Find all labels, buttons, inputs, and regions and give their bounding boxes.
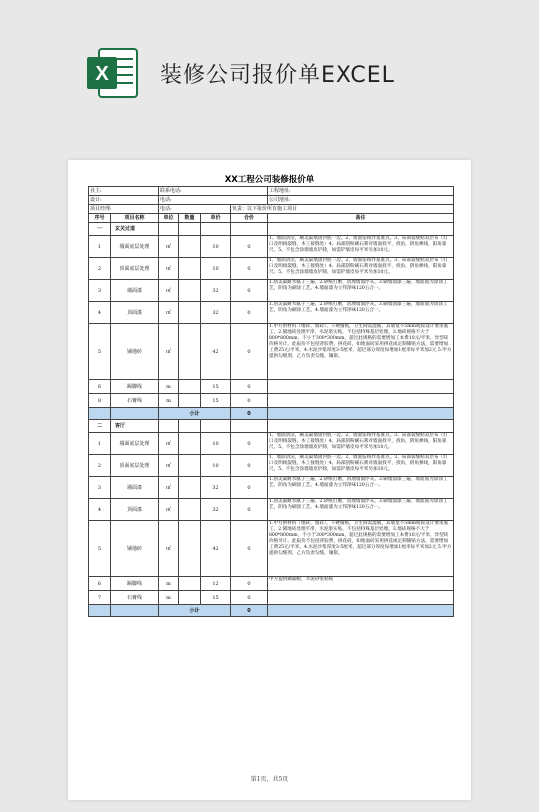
item-number[interactable]: 1 — [89, 236, 111, 258]
section-header-row — [89, 420, 454, 433]
item-unit[interactable]: ㎡ — [159, 521, 179, 577]
item-unit-price[interactable]: 32 — [201, 477, 231, 499]
empty-cell — [89, 605, 111, 617]
item-name[interactable]: 石膏线 — [111, 394, 159, 408]
section-header-row — [89, 223, 454, 236]
item-total[interactable]: 0 — [231, 455, 268, 477]
item-note[interactable] — [268, 394, 454, 408]
table-row — [89, 380, 454, 394]
item-quantity[interactable] — [179, 499, 201, 521]
item-number[interactable]: 6 — [89, 380, 111, 394]
item-unit-price[interactable]: 32 — [201, 499, 231, 521]
table-row — [89, 258, 454, 280]
item-total[interactable]: 0 — [231, 433, 268, 455]
item-quantity[interactable] — [179, 521, 201, 577]
item-name[interactable]: 墙面底层处理 — [111, 433, 159, 455]
item-unit[interactable]: m — [159, 591, 179, 605]
empty-cell — [159, 223, 179, 236]
item-name[interactable]: 顶面底层处理 — [111, 258, 159, 280]
empty-cell — [268, 408, 454, 420]
empty-cell — [231, 420, 268, 433]
page-title: 装修公司报价单EXCEL — [160, 63, 395, 88]
empty-cell — [268, 223, 454, 236]
column-header: 数量 — [179, 214, 201, 223]
item-unit[interactable]: m — [159, 394, 179, 408]
section-number: 二 — [89, 420, 111, 433]
item-note[interactable]: 1.刮美巢耐水腻子三遍，2.砂纸打磨，清理墙面浮灰。3.刷墙面漆三遍，墙面面为涂涂工艺，阴角为刷涂工艺。4.墙面漆为立邦净味120五合一。 — [268, 280, 454, 302]
info-cell: 公司地址: — [268, 196, 454, 205]
item-total[interactable]: 0 — [231, 477, 268, 499]
excel-icon — [85, 45, 141, 101]
item-unit[interactable]: ㎡ — [159, 433, 179, 455]
table-row — [89, 433, 454, 455]
info-cell: 业主: — [89, 187, 159, 196]
table-row — [89, 477, 454, 499]
item-total[interactable]: 0 — [231, 280, 268, 302]
subtotal-row — [89, 408, 454, 420]
empty-cell — [179, 420, 201, 433]
item-name[interactable]: 顶面漆 — [111, 302, 159, 324]
empty-cell — [201, 223, 231, 236]
info-cell: 设计: — [89, 196, 159, 205]
item-name[interactable]: 墙面漆 — [111, 477, 159, 499]
empty-cell — [89, 408, 111, 420]
item-unit[interactable]: ㎡ — [159, 236, 179, 258]
item-total[interactable]: 0 — [231, 499, 268, 521]
info-cell: 负责：以下报价所有施工项目 — [231, 205, 454, 214]
item-unit-price[interactable]: 10 — [201, 258, 231, 280]
table-row — [89, 499, 454, 521]
item-number[interactable]: 7 — [89, 591, 111, 605]
item-unit-price[interactable]: 12 — [201, 577, 231, 591]
spreadsheet-page — [68, 160, 471, 800]
item-name[interactable]: 铺地砖 — [111, 324, 159, 380]
item-number[interactable]: 2 — [89, 258, 111, 280]
table-row — [89, 324, 454, 380]
section-name: 玄关过道 — [111, 223, 159, 236]
page-number: 第1页，共5页 — [250, 776, 289, 783]
item-quantity[interactable] — [179, 302, 201, 324]
subtotal-label: 小计 — [159, 408, 231, 420]
item-quantity[interactable] — [179, 394, 201, 408]
item-quantity[interactable] — [179, 380, 201, 394]
item-name[interactable]: 铺地砖 — [111, 521, 159, 577]
item-note[interactable]: 1、墙面清洁，刷美巢墙固封底一边。2、墙面弦线作基准点。3、局部裂缝贴双层布（灯口及明线裂缝，木工接缝处）4、局部刮粉刷石膏对墙面找平，找角，阴角弹线，阳角靠尺。5、不包含涂墙墙皮铲除，如需铲墙皮每平米另加10元。 — [268, 236, 454, 258]
item-total[interactable]: 0 — [231, 521, 268, 577]
item-unit[interactable]: ㎡ — [159, 302, 179, 324]
item-unit[interactable]: ㎡ — [159, 280, 179, 302]
item-number[interactable]: 3 — [89, 477, 111, 499]
item-unit[interactable]: ㎡ — [159, 455, 179, 477]
item-quantity[interactable] — [179, 236, 201, 258]
item-name[interactable]: 顶面漆 — [111, 499, 159, 521]
info-cell: 电话: — [159, 205, 231, 214]
item-unit-price[interactable]: 15 — [201, 591, 231, 605]
item-unit-price[interactable]: 42 — [201, 324, 231, 380]
item-number[interactable]: 6 — [89, 577, 111, 591]
item-name[interactable]: 踢脚线 — [111, 577, 159, 591]
column-header: 单位 — [159, 214, 179, 223]
info-row — [89, 187, 454, 196]
item-unit-price[interactable]: 32 — [201, 280, 231, 302]
item-note[interactable]: 1.刮美巢耐水腻子三遍，2.砂纸打磨，清理墙面浮灰。3.刷墙面漆三遍，墙面面为涂涂工艺，阴角为刷涂工艺。4.墙面漆为立邦净味120五合一。 — [268, 302, 454, 324]
item-quantity[interactable] — [179, 324, 201, 380]
item-note[interactable] — [268, 591, 454, 605]
item-quantity[interactable] — [179, 258, 201, 280]
subtotal-value: 0 — [231, 605, 268, 617]
info-row — [89, 196, 454, 205]
section-name: 客厅 — [111, 420, 159, 433]
item-quantity[interactable] — [179, 591, 201, 605]
item-note[interactable] — [268, 380, 454, 394]
empty-cell — [159, 420, 179, 433]
item-unit[interactable]: m — [159, 380, 179, 394]
column-header: 序号 — [89, 214, 111, 223]
item-total[interactable]: 0 — [231, 258, 268, 280]
item-quantity[interactable] — [179, 433, 201, 455]
item-name[interactable]: 石膏线 — [111, 591, 159, 605]
item-unit-price[interactable]: 10 — [201, 236, 231, 258]
column-header: 备注 — [268, 214, 454, 223]
empty-cell — [179, 223, 201, 236]
item-note[interactable]: 1、墙面清洁，刷美巢墙固封底一边。2、墙面弦线作基准点。3、局部裂缝贴双层布（灯口及明线裂缝，木工接缝处）4、局部刮粉刷石膏对墙面找平，找角，阴角弹线，阳角靠尺。5、不包含涂墙墙皮铲除，如需铲墙皮每平米另加10元。 — [268, 455, 454, 477]
item-unit[interactable]: ㎡ — [159, 499, 179, 521]
item-quantity[interactable] — [179, 577, 201, 591]
item-total[interactable]: 0 — [231, 394, 268, 408]
item-unit[interactable]: ㎡ — [159, 477, 179, 499]
item-quantity[interactable] — [179, 477, 201, 499]
empty-cell — [111, 408, 159, 420]
item-number[interactable]: 4 — [89, 499, 111, 521]
item-number[interactable]: 8 — [89, 394, 111, 408]
document-title: XX工程公司装修报价单 — [224, 175, 315, 185]
item-total[interactable]: 0 — [231, 324, 268, 380]
table-row — [89, 591, 454, 605]
table-row — [89, 302, 454, 324]
item-note[interactable]: 1、墙面清洁，刷美巢墙固封底一边。2、墙面弦线作基准点。3、局部裂缝贴双层布（灯口及明线裂缝，木工接缝处）4、局部刮粉刷石膏对墙面找平，找角，阴角弹线，阳角靠尺。5、不包含涂墙墙皮铲除，如需铲墙皮每平米另加10元。 — [268, 433, 454, 455]
item-number[interactable]: 5 — [89, 324, 111, 380]
item-total[interactable]: 0 — [231, 302, 268, 324]
empty-cell — [231, 223, 268, 236]
item-note[interactable]: 1.甲方供材料（地砖、墙砖）、干硬铺贴，卫生间需湿铺，其墙宽不5mm或按设计要求施工。2.铺地砖处理平净，水泥浆实贴，不包括特殊基层处理。3.地砖规格不大于800*800mm，不小于300*300mm，超过此规格的需要增加工本费10元/平米，异型砖价格另计。此报价不包括背胶费，拼花砖，如地面砖采用拼花或定制铺贴方法，需要增加工费25元/平米。4.水泥沙浆厚度3-5厘米，超过部分厚度每增加1厘米每平米加2元 5.甲方提供勾缝剂，乙方负责勾缝，镶嵌。 — [268, 324, 454, 380]
column-header: 项目名称 — [111, 214, 159, 223]
item-note[interactable]: 1.甲方供材料（地砖、墙砖）、干硬铺贴，卫生间需湿铺，其墙宽不5mm或按设计要求施工。2.铺地砖处理平净，水泥浆实贴，不包括特殊基层处理。3.地砖规格不大于800*800mm，不小于300*300mm，超过此规格的需要增加工本费10元/平米，异型砖价格另计。此报价不包括背胶费，拼花砖，如地面砖采用拼花或定制铺贴方法，需要增加工费25元/平米。4.水泥沙浆厚度3-5厘米，超过部分厚度每增加1厘米每平米加2元 5.甲方提供勾缝剂，乙方负责勾缝，镶嵌。 — [268, 521, 454, 577]
info-cell: 工程地址: — [268, 187, 454, 196]
item-number[interactable]: 2 — [89, 455, 111, 477]
info-cell: 联系电话: — [159, 187, 268, 196]
quote-table — [88, 186, 454, 617]
item-unit-price[interactable]: 10 — [201, 433, 231, 455]
table-row — [89, 521, 454, 577]
item-unit-price[interactable]: 32 — [201, 302, 231, 324]
table-row — [89, 577, 454, 591]
column-header: 合价 — [231, 214, 268, 223]
info-row — [89, 205, 454, 214]
svg-text:X: X — [95, 63, 109, 85]
item-name[interactable]: 墙面漆 — [111, 280, 159, 302]
item-note[interactable]: 甲方提供踢脚板，水泥砂浆粘贴 — [268, 577, 454, 591]
empty-cell — [201, 420, 231, 433]
column-header-row — [89, 214, 454, 223]
item-quantity[interactable] — [179, 455, 201, 477]
item-number[interactable]: 5 — [89, 521, 111, 577]
item-note[interactable]: 1、墙面清洁，刷美巢墙固封底一边。2、墙面弦线作基准点。3、局部裂缝贴双层布（灯口及明线裂缝，木工接缝处）4、局部刮粉刷石膏对墙面找平，找角，阴角弹线，阳角靠尺。5、不包含涂墙墙皮铲除，如需铲墙皮每平米另加10元。 — [268, 258, 454, 280]
item-quantity[interactable] — [179, 280, 201, 302]
column-header: 单价 — [201, 214, 231, 223]
item-unit-price[interactable]: 42 — [201, 521, 231, 577]
banner — [0, 0, 539, 150]
item-note[interactable]: 1.刮美巢耐水腻子三遍，2.砂纸打磨，清理墙面浮灰。3.刷墙面漆三遍，墙面面为涂涂工艺，阴角为刷涂工艺。4.墙面漆为立邦净味120五合一。 — [268, 499, 454, 521]
subtotal-row — [89, 605, 454, 617]
info-cell: 电话: — [159, 196, 268, 205]
table-row — [89, 394, 454, 408]
item-total[interactable]: 0 — [231, 380, 268, 394]
item-name[interactable]: 顶面底层处理 — [111, 455, 159, 477]
subtotal-value: 0 — [231, 408, 268, 420]
subtotal-label: 小计 — [159, 605, 231, 617]
item-unit-price[interactable]: 10 — [201, 455, 231, 477]
item-number[interactable]: 1 — [89, 433, 111, 455]
table-row — [89, 236, 454, 258]
item-name[interactable]: 踢脚线 — [111, 380, 159, 394]
item-name[interactable]: 墙面底层处理 — [111, 236, 159, 258]
item-unit-price[interactable]: 15 — [201, 380, 231, 394]
item-unit[interactable]: ㎡ — [159, 324, 179, 380]
item-total[interactable]: 0 — [231, 236, 268, 258]
item-unit-price[interactable]: 15 — [201, 394, 231, 408]
item-unit[interactable]: m — [159, 577, 179, 591]
table-row — [89, 280, 454, 302]
item-number[interactable]: 3 — [89, 280, 111, 302]
item-note[interactable]: 1.刮美巢耐水腻子三遍，2.砂纸打磨，清理墙面浮灰。3.刷墙面漆三遍，墙面面为涂涂工艺，阴角为刷涂工艺。4.墙面漆为立邦净味120五合一。 — [268, 477, 454, 499]
table-row — [89, 455, 454, 477]
item-number[interactable]: 4 — [89, 302, 111, 324]
info-cell: 项目经理: — [89, 205, 159, 214]
item-total[interactable]: 0 — [231, 591, 268, 605]
item-unit[interactable]: ㎡ — [159, 258, 179, 280]
section-number: 一 — [89, 223, 111, 236]
empty-cell — [111, 605, 159, 617]
empty-cell — [268, 605, 454, 617]
item-total[interactable]: 0 — [231, 577, 268, 591]
empty-cell — [268, 420, 454, 433]
